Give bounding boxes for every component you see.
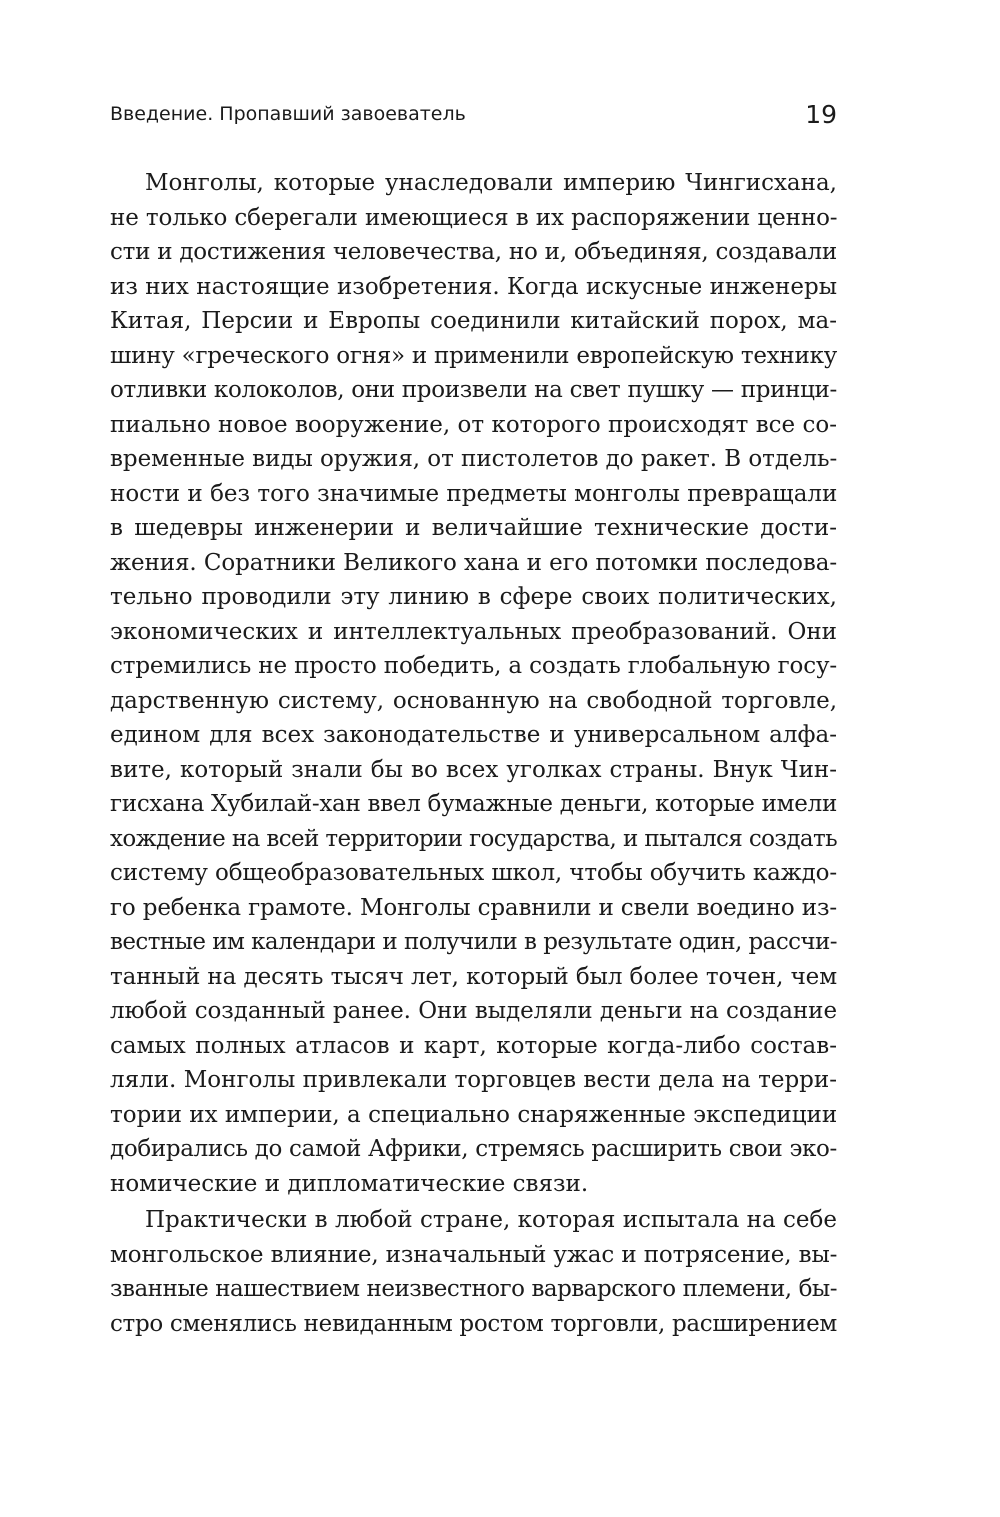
running-head xyxy=(110,100,837,140)
text-line: добирались до самой Африки, стремясь расширить свои эко- xyxy=(110,1136,837,1162)
text-line: из них настоящие изобретения. Когда искусные инженеры xyxy=(110,273,837,300)
paragraph-1 xyxy=(110,166,837,1201)
text-line: жения. Соратники Великого хана и его потомки последова- xyxy=(110,549,837,576)
text-line: едином для всех законодательстве и универсальном алфа- xyxy=(110,722,837,748)
text-line: Практически в любой стране, которая испытала на себе xyxy=(145,1207,837,1233)
text-line: дарственную систему, основанную на свободной торговле, xyxy=(110,687,837,714)
text-line: в шедевры инженерии и величайшие технические дости- xyxy=(110,515,837,541)
text-line: сти и достижения человечества, но и, объединяя, создавали xyxy=(110,239,837,265)
text-line: Китая, Персии и Европы соединили китайский порох, ма- xyxy=(110,308,837,334)
text-line: вестные им календари и получили в результате один, рассчи- xyxy=(110,929,837,955)
text-line: тельно проводили эту линию в сфере своих политических, xyxy=(110,584,837,610)
text-line: шину «греческого огня» и применили европейскую технику xyxy=(110,342,837,369)
body-text xyxy=(110,166,837,1341)
text-line: стремились не просто победить, а создать глобальную госу- xyxy=(110,653,837,679)
text-line: отливки колоколов, они произвели на свет пушку — принци- xyxy=(110,377,837,403)
text-line: экономических и интеллектуальных преобразований. Они xyxy=(110,618,837,645)
paragraph-2 xyxy=(110,1203,837,1341)
text-line: пиально новое вооружение, от которого происходят все со- xyxy=(110,411,837,438)
text-line: ности и без того значимые предметы монголы превращали xyxy=(110,480,838,507)
text-line: хождение на всей территории государства, и пытался создать xyxy=(110,825,837,852)
text-line: танный на десять тысяч лет, который был более точен, чем xyxy=(110,963,838,990)
text-line: гисхана Хубилай-хан ввел бумажные деньги, которые имели xyxy=(110,791,838,817)
text-line: систему общеобразовательных школ, чтобы обучить каждо- xyxy=(110,860,837,886)
text-line: стро сменялись невиданным ростом торговли, расширением xyxy=(110,1310,837,1337)
text-line: ляли. Монголы привлекали торговцев вести дела на терри- xyxy=(110,1067,837,1093)
text-line: номические и дипломатические связи. xyxy=(110,1170,589,1197)
text-line: званные нашествием неизвестного варварского племени, бы- xyxy=(110,1276,837,1302)
text-line: вите, который знали бы во всех уголках страны. Внук Чин- xyxy=(110,756,837,783)
text-line: Монголы, которые унаследовали империю Чингисхана, xyxy=(145,170,837,196)
text-line: любой созданный ранее. Они выделяли деньги на создание xyxy=(110,998,837,1024)
text-line: временные виды оружия, от пистолетов до ракет. В отдель- xyxy=(110,446,838,472)
text-line: го ребенка грамоте. Монголы сравнили и свели воедино из- xyxy=(110,894,837,921)
text-line: самых полных атласов и карт, которые когда-либо состав- xyxy=(110,1032,837,1059)
text-line: монгольское влияние, изначальный ужас и потрясение, вы- xyxy=(110,1241,838,1268)
section-title: Введение. Пропавший завоеватель xyxy=(110,103,466,125)
text-line: не только сберегали имеющиеся в их распоряжении ценно- xyxy=(110,204,838,231)
page-number: 19 xyxy=(805,100,837,129)
text-line: тории их империи, а специально снаряженные экспедиции xyxy=(110,1101,838,1128)
